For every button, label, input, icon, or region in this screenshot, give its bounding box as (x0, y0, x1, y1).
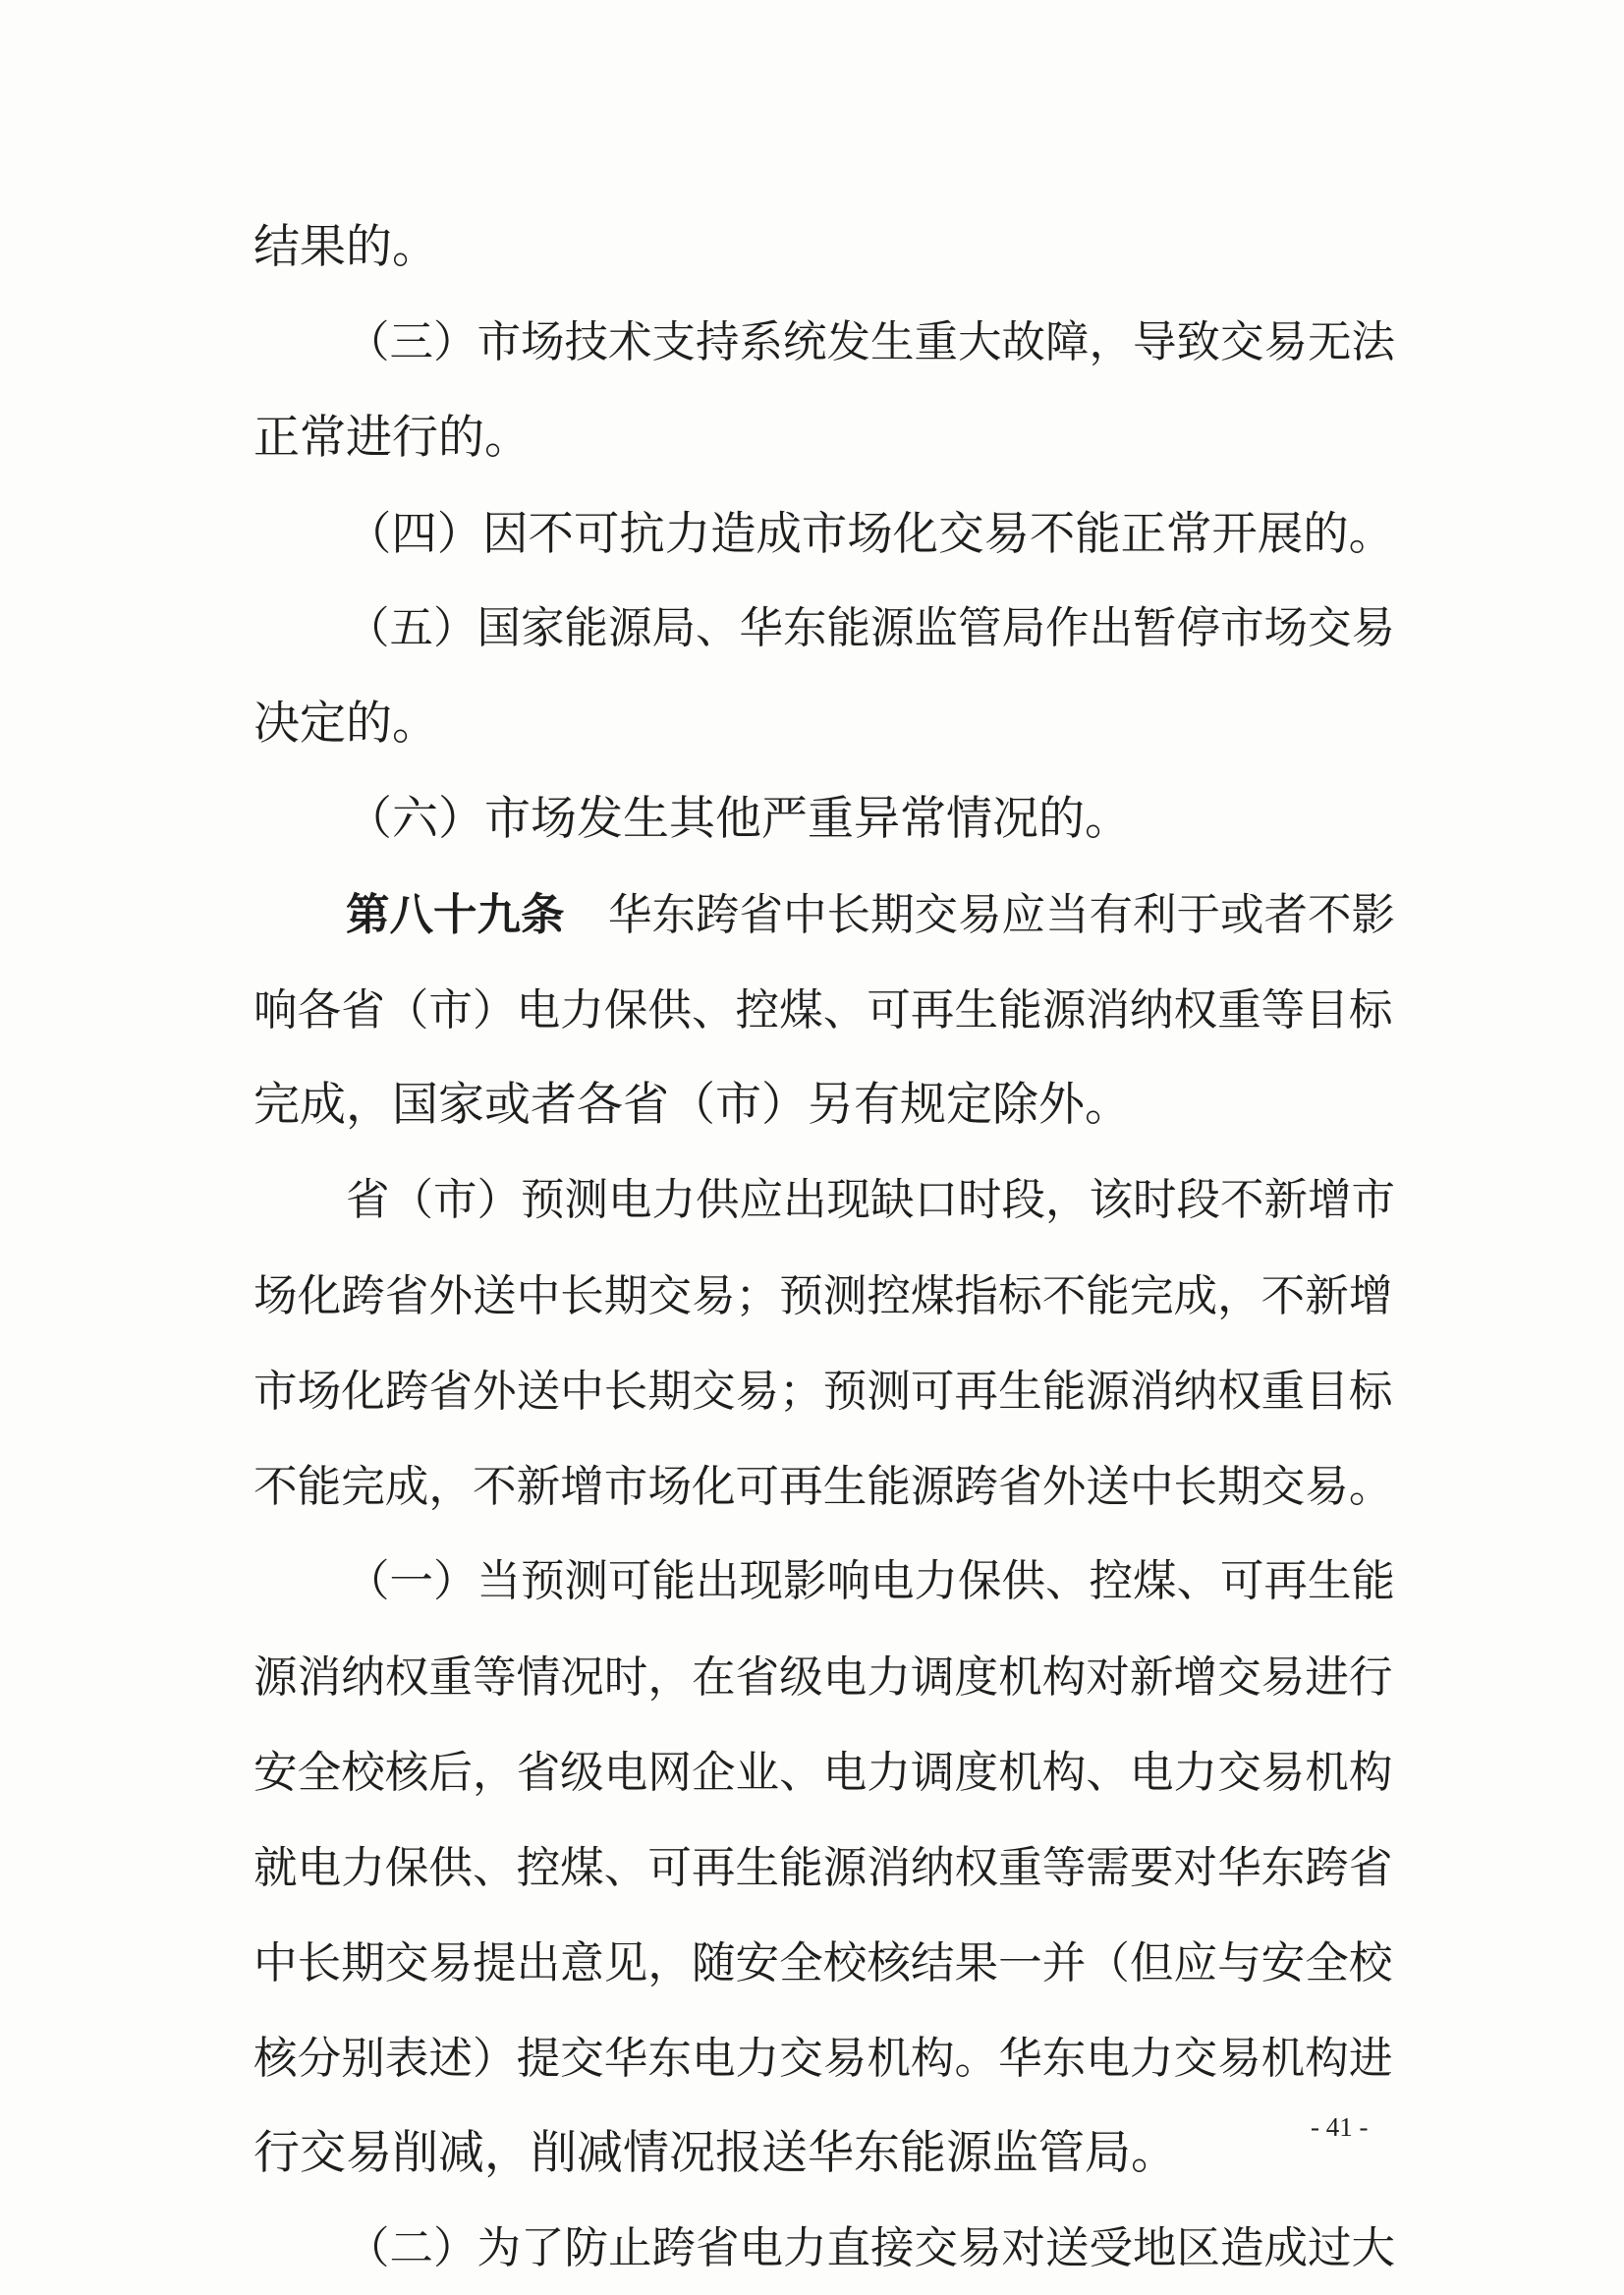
text-line: 就电力保供、控煤、可再生能源消纳权重等需要对华东跨省 (253, 1842, 1393, 1893)
text-line: （一）当预测可能出现影响电力保供、控煤、可再生能 (346, 1556, 1396, 1606)
page-number: - 41 - (1311, 2112, 1369, 2142)
text-line: 省（市）预测电力供应出现缺口时段，该时段不新增市 (346, 1175, 1396, 1225)
text-line: 响各省（市）电力保供、控煤、可再生能源消纳权重等目标 (253, 984, 1393, 1036)
article-spacer (565, 890, 609, 940)
text-line: （三）市场技术支持系统发生重大故障，导致交易无法 (346, 317, 1396, 367)
text-line: （六）市场发生其他严重异常情况的。 (346, 792, 1131, 846)
text-line: 行交易削减，削减情况报送华东能源监管局。 (253, 2126, 1177, 2180)
text-line: 安全校核后，省级电网企业、电力调度机构、电力交易机构 (253, 1747, 1393, 1798)
text-line: 完成，国家或者各省（市）另有规定除外。 (253, 1078, 1131, 1132)
text-line: （四）因不可抗力造成市场化交易不能正常开展的。 (346, 507, 1394, 560)
text-line: 结果的。 (253, 220, 438, 274)
article-line (346, 879, 1395, 950)
article-label: 第八十九条 (346, 889, 565, 940)
article-text: 华东跨省中长期交易应当有利于或者不影 (608, 890, 1396, 940)
text-line: 决定的。 (253, 697, 438, 751)
text-line: （五）国家能源局、华东能源监管局作出暂停市场交易 (346, 603, 1396, 653)
text-line: 场化跨省外送中长期交易；预测控煤指标不能完成，不新增 (253, 1270, 1393, 1321)
text-line: 市场化跨省外送中长期交易；预测可再生能源消纳权重目标 (253, 1366, 1393, 1417)
text-line: （二）为了防止跨省电力直接交易对送受地区造成过大 (346, 2223, 1396, 2273)
text-line: 中长期交易提出意见，随安全校核结果一并（但应与安全校 (253, 1937, 1393, 1988)
text-line: 正常进行的。 (253, 411, 531, 465)
text-line: 核分别表述）提交华东电力交易机构。华东电力交易机构进 (253, 2033, 1393, 2084)
text-line: 不能完成，不新增市场化可再生能源跨省外送中长期交易。 (253, 1461, 1393, 1512)
text-line: 源消纳权重等情况时，在省级电力调度机构对新增交易进行 (253, 1651, 1393, 1703)
